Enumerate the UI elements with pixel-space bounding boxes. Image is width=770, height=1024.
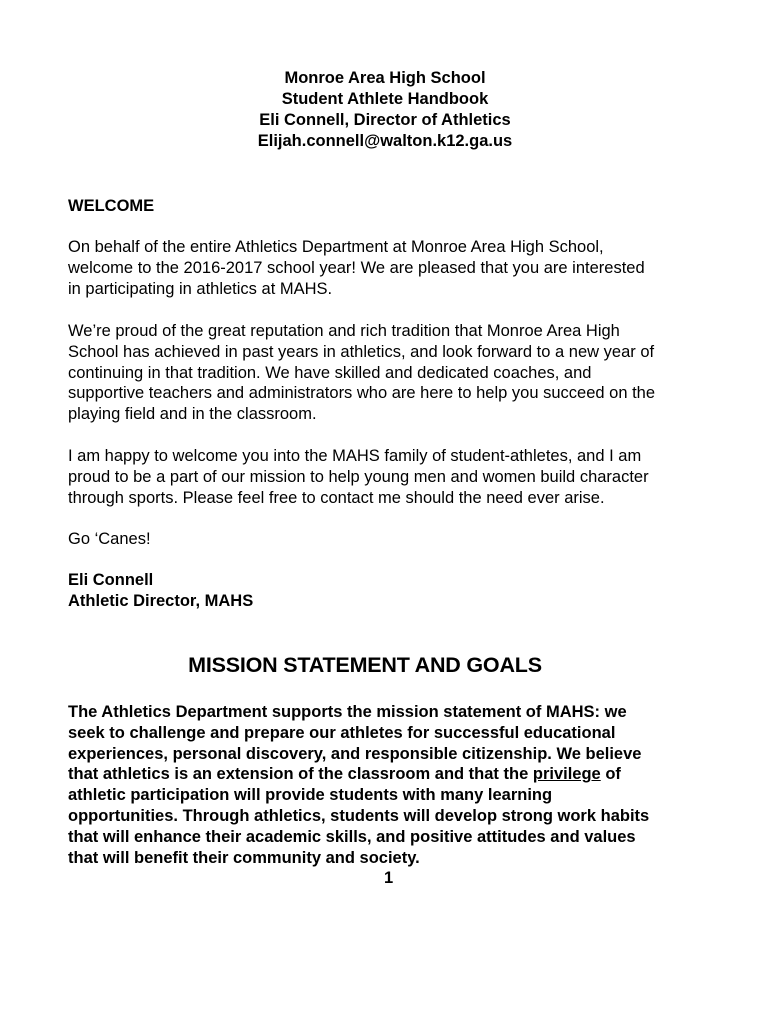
document-header xyxy=(0,68,770,152)
paragraph-line: supportive teachers and administrators who are here to help you succeed on the xyxy=(68,384,656,403)
paragraph-line: welcome to the 2016-2017 school year! We are pleased that you are interested xyxy=(68,258,645,277)
welcome-paragraph-3 xyxy=(68,446,708,508)
mission-line: The Athletics Department supports the mission statement of MAHS: we xyxy=(68,703,627,721)
signature-title: Athletic Director, MAHS xyxy=(68,592,254,610)
welcome-heading: WELCOME xyxy=(68,197,155,215)
paragraph-line: We’re proud of the great reputation and rich tradition that Monroe Area High xyxy=(68,322,620,340)
school-name: Monroe Area High School xyxy=(284,69,486,87)
page-number: 1 xyxy=(384,869,394,887)
paragraph-line: proud to be a part of our mission to help young men and women build character xyxy=(68,467,649,486)
mission-line: athletic participation will provide students with many learning xyxy=(68,786,553,805)
paragraph-line: continuing in that tradition. We have skilled and dedicated coaches, and xyxy=(68,363,592,382)
mission-line: experiences, personal discovery, and responsible citizenship. We believe xyxy=(68,744,642,763)
privilege-underlined: privilege xyxy=(532,765,601,784)
paragraph-line: On behalf of the entire Athletics Department at Monroe Area High School, xyxy=(68,238,604,256)
mission-line: opportunities. Through athletics, students will develop strong work habits xyxy=(68,806,650,825)
director-line: Eli Connell, Director of Athletics xyxy=(259,111,511,129)
signature-block xyxy=(68,570,253,612)
paragraph-line: playing field and in the classroom. xyxy=(68,405,317,424)
mission-line: that will enhance their academic skills, and positive attitudes and values xyxy=(68,827,636,846)
welcome-paragraph-1 xyxy=(68,237,708,299)
signature-name: Eli Connell xyxy=(68,571,154,589)
mission-line: seek to challenge and prepare our athletes for successful educational xyxy=(68,723,616,742)
mission-line xyxy=(68,764,718,785)
closing-line: Go ‘Canes! xyxy=(68,530,151,548)
mission-heading: MISSION STATEMENT AND GOALS xyxy=(188,653,542,677)
mission-line: that will benefit their community and society. xyxy=(68,848,420,867)
welcome-closing xyxy=(68,529,708,550)
paragraph-line: I am happy to welcome you into the MAHS family of student-athletes, and I am xyxy=(68,447,642,465)
mission-line-segment: that athletics is an extension of the classroom and that the xyxy=(68,765,533,784)
document-title: Student Athlete Handbook xyxy=(281,90,489,108)
paragraph-line: School has achieved in past years in athletics, and look forward to a new year of xyxy=(68,342,655,361)
welcome-paragraph-2 xyxy=(68,321,708,425)
director-email: Elijah.connell@walton.k12.ga.us xyxy=(257,132,513,150)
paragraph-line: through sports. Please feel free to contact me should the need ever arise. xyxy=(68,488,605,507)
mission-statement xyxy=(68,702,718,868)
mission-line-segment: of xyxy=(600,765,621,784)
paragraph-line: in participating in athletics at MAHS. xyxy=(68,279,333,298)
